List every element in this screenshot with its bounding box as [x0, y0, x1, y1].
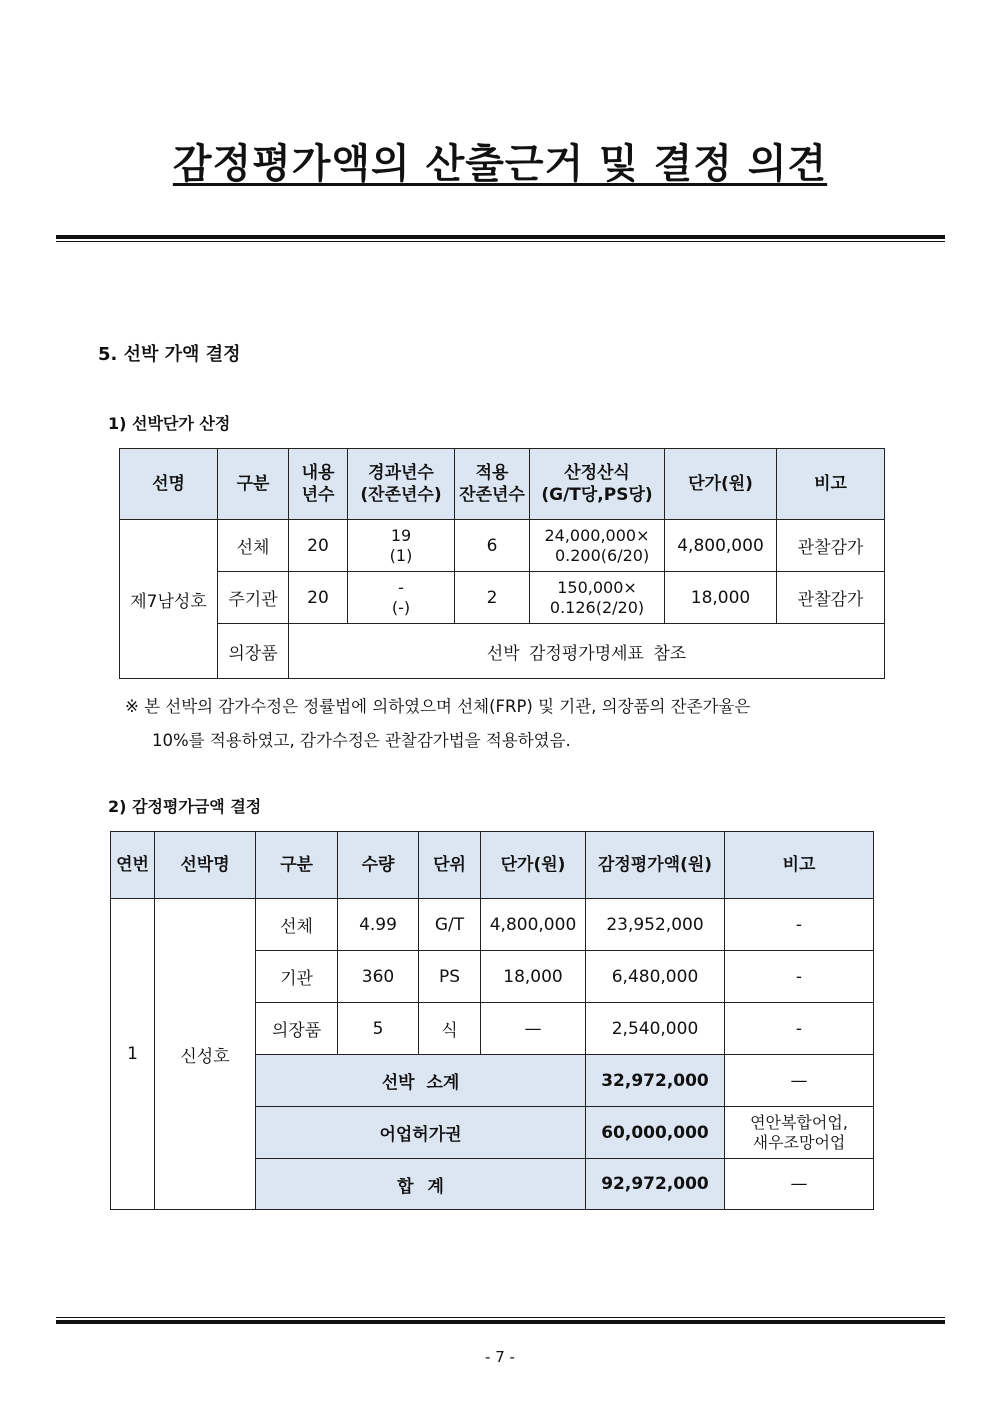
reference-cell: 선박 감정평가명세표 참조 [289, 624, 885, 679]
table-row [111, 899, 874, 951]
license-amount: 60,000,000 [586, 1107, 725, 1159]
table-header-row [120, 449, 885, 520]
column-header: 비고 [777, 449, 885, 520]
unit-cell: PS [419, 951, 481, 1003]
subtotal-note: — [725, 1055, 874, 1107]
note-cell: 관찰감가 [777, 520, 885, 572]
note-cell: - [725, 1003, 874, 1055]
category-cell: 선체 [256, 899, 338, 951]
license-label: 어업허가권 [256, 1107, 586, 1159]
total-amount: 92,972,000 [586, 1159, 725, 1210]
vessel-name-cell: 신성호 [155, 899, 256, 1210]
page-title: 감정평가액의 산출근거 및 결정 의견 [172, 141, 828, 187]
qty-cell: 4.99 [338, 899, 419, 951]
total-note: — [725, 1159, 874, 1210]
unit-price-cell: — [481, 1003, 586, 1055]
column-header: 단위 [419, 832, 481, 899]
column-header: 구분 [218, 449, 289, 520]
column-header: 경과년수 (잔존년수) [348, 449, 455, 520]
applied-cell: 6 [455, 520, 530, 572]
amount-cell: 23,952,000 [586, 899, 725, 951]
amount-cell: 6,480,000 [586, 951, 725, 1003]
subsection-heading-unit-price: 1) 선박단가 산정 [108, 414, 231, 433]
amount-cell: 2,540,000 [586, 1003, 725, 1055]
column-header: 적용 잔존년수 [455, 449, 530, 520]
column-header: 감정평가액(원) [586, 832, 725, 899]
note-line: 10%를 적용하였고, 감가수정은 관찰감가법을 적용하였음. [152, 731, 571, 750]
total-label: 합 계 [256, 1159, 586, 1210]
unit-price-cell: 18,000 [665, 572, 777, 624]
table-header-row [111, 832, 874, 899]
category-cell: 선체 [218, 520, 289, 572]
column-header: 연번 [111, 832, 155, 899]
license-note: 연안복합어업, 새우조망어업 [725, 1107, 874, 1159]
unit-price-table [119, 448, 885, 679]
note-line: ※ 본 선박의 감가수정은 정률법에 의하였으며 선체(FRP) 및 기관, 의장품의 잔존가율은 [125, 697, 751, 716]
life-cell: 20 [289, 520, 348, 572]
column-header: 단가(원) [481, 832, 586, 899]
vessel-name-cell: 제7남성호 [120, 520, 218, 679]
applied-cell: 2 [455, 572, 530, 624]
column-header: 수량 [338, 832, 419, 899]
formula-cell: 24,000,000× 0.200(6/20) [530, 520, 665, 572]
note-cell: 관찰감가 [777, 572, 885, 624]
depreciation-note [125, 690, 885, 758]
formula-cell: 150,000× 0.126(2/20) [530, 572, 665, 624]
category-cell: 기관 [256, 951, 338, 1003]
serial-cell: 1 [111, 899, 155, 1210]
category-cell: 의장품 [256, 1003, 338, 1055]
category-cell: 주기관 [218, 572, 289, 624]
qty-cell: 360 [338, 951, 419, 1003]
column-header: 단가(원) [665, 449, 777, 520]
section-heading: 5. 선박 가액 결정 [98, 344, 241, 365]
subtotal-amount: 32,972,000 [586, 1055, 725, 1107]
page-number: - 7 - [485, 1348, 515, 1366]
column-header: 내용 년수 [289, 449, 348, 520]
elapsed-cell: 19 (1) [348, 520, 455, 572]
elapsed-cell: - (-) [348, 572, 455, 624]
unit-cell: G/T [419, 899, 481, 951]
column-header: 구분 [256, 832, 338, 899]
column-header: 비고 [725, 832, 874, 899]
table-row [120, 572, 885, 624]
subsection-heading-appraisal: 2) 감정평가금액 결정 [108, 797, 262, 816]
subtotal-label: 선박 소계 [256, 1055, 586, 1107]
note-cell: - [725, 899, 874, 951]
column-header: 선명 [120, 449, 218, 520]
note-cell: - [725, 951, 874, 1003]
life-cell: 20 [289, 572, 348, 624]
footer-rule [56, 1317, 945, 1324]
unit-price-cell: 4,800,000 [481, 899, 586, 951]
unit-cell: 식 [419, 1003, 481, 1055]
unit-price-cell: 4,800,000 [665, 520, 777, 572]
column-header: 산정산식 (G/T당,PS당) [530, 449, 665, 520]
qty-cell: 5 [338, 1003, 419, 1055]
column-header: 선박명 [155, 832, 256, 899]
unit-price-cell: 18,000 [481, 951, 586, 1003]
category-cell: 의장품 [218, 624, 289, 679]
table-row [120, 624, 885, 679]
table-row [120, 520, 885, 572]
appraisal-table [110, 831, 874, 1210]
header-rule [56, 235, 945, 242]
